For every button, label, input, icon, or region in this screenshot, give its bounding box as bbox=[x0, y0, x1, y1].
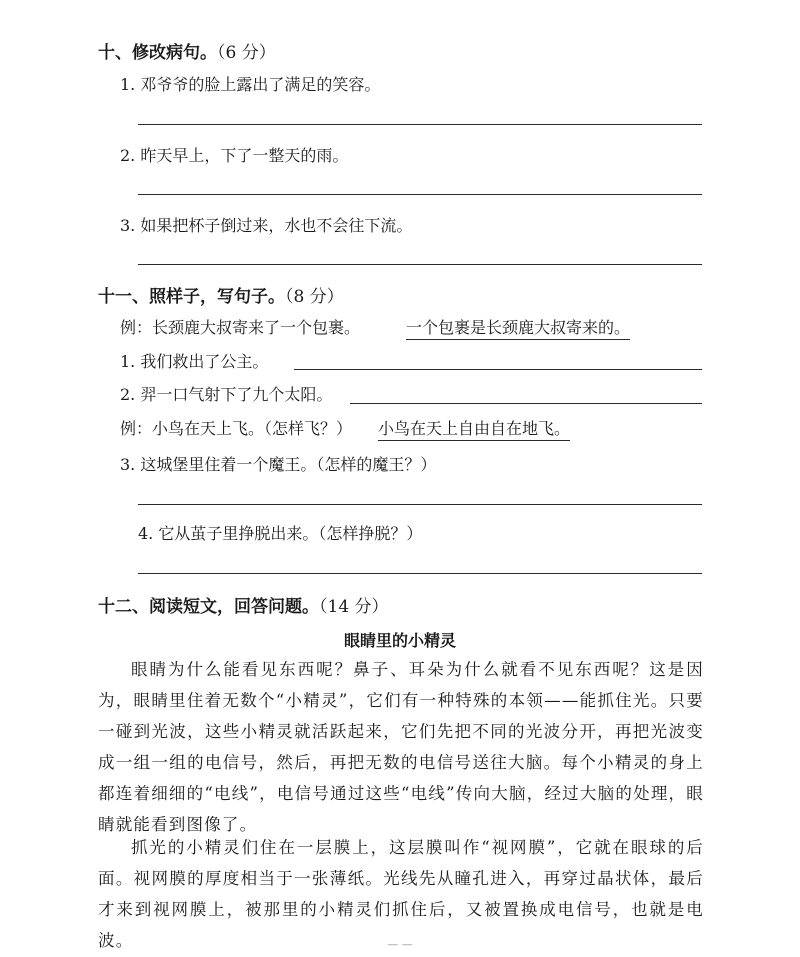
answer-line[interactable] bbox=[138, 194, 702, 195]
passage-title: 眼睛里的小精灵 bbox=[343, 631, 456, 650]
section-11-heading bbox=[98, 282, 344, 307]
page-number: — — bbox=[387, 938, 413, 951]
section-10-item-2: 2. 昨天早上，下了一整天的雨。 bbox=[120, 146, 349, 165]
section-11-q4: 4. 它从茧子里挣脱出来。（怎样挣脱？） bbox=[138, 524, 423, 543]
section-10-title: 十、修改病句。 bbox=[98, 43, 217, 63]
answer-line[interactable] bbox=[350, 403, 702, 404]
section-11-q1: 1. 我们救出了公主。 bbox=[120, 352, 269, 371]
section-12-score: （14 分） bbox=[319, 597, 389, 617]
example-1-answer: 一个包裹是长颈鹿大叔寄来的。 bbox=[406, 315, 630, 340]
section-10-heading bbox=[98, 38, 276, 63]
example-1-prompt: 例：长颈鹿大叔寄来了一个包裹。 bbox=[120, 318, 361, 337]
section-12-title: 十二、阅读短文，回答问题。 bbox=[98, 597, 319, 617]
answer-line[interactable] bbox=[294, 369, 702, 370]
answer-line[interactable] bbox=[138, 573, 702, 574]
section-12-heading bbox=[98, 592, 389, 617]
answer-line[interactable] bbox=[138, 504, 702, 505]
section-10-item-3: 3. 如果把杯子倒过来，水也不会往下流。 bbox=[120, 216, 413, 235]
section-10-score: （6 分） bbox=[217, 43, 276, 63]
section-11-q3: 3. 这城堡里住着一个魔王。（怎样的魔王？） bbox=[120, 455, 437, 474]
section-11-title: 十一、照样子，写句子。 bbox=[98, 287, 285, 307]
passage-paragraph-2: 抓光的小精灵们住在一层膜上，这层膜叫作“视网膜”，它就在眼球的后面。视网膜的厚度相当于一张薄纸。光线先从瞳孔进入，再穿过晶状体，最后才来到视网膜上，被那里的小精灵们抓住后，又被置换成电信号，也就是电波。 bbox=[98, 838, 704, 950]
section-11-score: （8 分） bbox=[285, 287, 344, 307]
answer-line[interactable] bbox=[138, 264, 702, 265]
passage-paragraph-1: 眼睛为什么能看见东西呢？鼻子、耳朵为什么就看不见东西呢？这是因为，眼睛里住着无数个“小精灵”，它们有一种特殊的本领——能抓住光。只要一碰到光波，这些小精灵就活跃起来，它们先把不同的光波分开，再把光波变成一组一组的电信号，然后，再把无数的电信号送往大脑。每个小精灵的身上都连着细细的“电线”，电信号通过这些“电线”传向大脑，经过大脑的处理，眼睛就能看到图像了。 bbox=[98, 660, 704, 834]
example-2-answer: 小鸟在天上自由自在地飞。 bbox=[378, 416, 570, 441]
section-11-q2: 2. 羿一口气射下了九个太阳。 bbox=[120, 385, 333, 404]
example-2-prompt: 例：小鸟在天上飞。（怎样飞？） bbox=[120, 419, 353, 438]
section-10-item-1: 1. 邓爷爷的脸上露出了满足的笑容。 bbox=[120, 75, 381, 94]
answer-line[interactable] bbox=[138, 124, 702, 125]
